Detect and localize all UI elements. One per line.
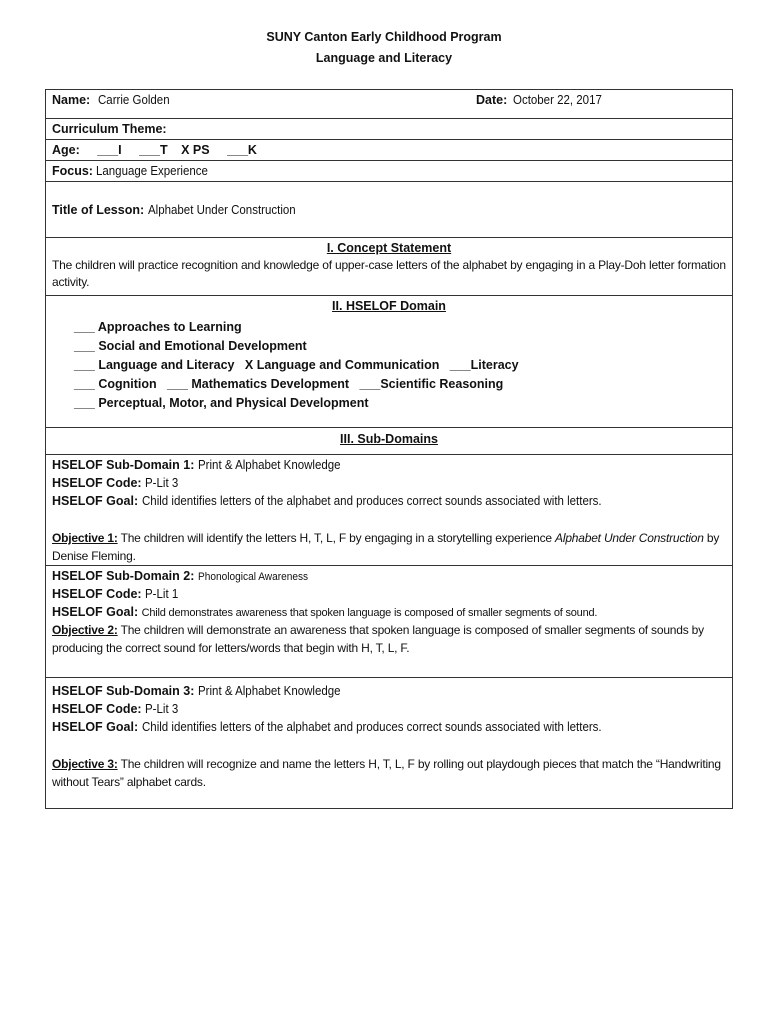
objective1-book-title: Alphabet Under Construction [555, 531, 704, 545]
sub2-label: HSELOF Sub-Domain 2: [52, 569, 195, 583]
concept-heading: I. Concept Statement [326, 241, 452, 255]
domain-cognition: ___ Cognition ___ Mathematics Development ___Scientific Reasoning [74, 377, 504, 391]
subdomains-heading-row [46, 428, 732, 455]
objective1-text: The children will identify the letters H, T, L, F by engaging in a storytelling experience [120, 531, 556, 545]
objective2-text: The children will demonstrate an awareness that spoken language is composed of smaller segments of sounds by producing the correct sound for letters/words that begin with H, T, L, F. [52, 623, 704, 655]
sub3-label: HSELOF Sub-Domain 3: [52, 684, 195, 698]
objective2-label: Objective 2: [52, 623, 118, 637]
age-row [46, 140, 732, 161]
theme-row [46, 119, 732, 140]
lesson-title-value: Alphabet Under Construction [147, 203, 296, 217]
concept-row [46, 239, 732, 296]
age-option-infant: ___I [97, 143, 122, 157]
goal1-label: HSELOF Goal: [52, 494, 139, 508]
goal2-label: HSELOF Goal: [52, 605, 139, 619]
objective3-label: Objective 3: [52, 757, 118, 771]
sub1-value: Print & Alphabet Knowledge [197, 458, 341, 472]
goal3-label: HSELOF Goal: [52, 720, 139, 734]
code1-value: P-Lit 3 [145, 476, 179, 490]
objective1-label: Objective 1: [52, 531, 118, 545]
code3-label: HSELOF Code: [52, 702, 142, 716]
objective3-text: The children will recognize and name the letters H, T, L, F by rolling out playdough pieces that match the “Handwriting without Tears” alphabet cards. [52, 757, 721, 789]
concept-text: The children will practice recognition and knowledge of upper-case letters of the alphabet by engaging in a Play-Doh letter formation activity. [52, 258, 726, 289]
subdomain-block-2 [46, 566, 732, 678]
code2-value: P-Lit 1 [145, 587, 179, 601]
domain-approaches: ___ Approaches to Learning [74, 320, 242, 334]
age-option-kindergarten: ___K [227, 143, 257, 157]
domain-row [46, 297, 732, 428]
code1-label: HSELOF Code: [52, 476, 142, 490]
document-subtitle: Language and Literacy [315, 51, 453, 65]
subdomain-block-3 [46, 678, 732, 808]
domain-heading: II. HSELOF Domain [332, 299, 446, 313]
sub3-value: Print & Alphabet Knowledge [197, 684, 341, 698]
date-label: Date: [476, 93, 508, 107]
objective1-tail: by Denise Fleming. [52, 531, 720, 563]
focus-row [46, 161, 732, 182]
focus-label: Focus: [52, 164, 93, 178]
subdomains-heading: III. Sub-Domains [340, 432, 438, 446]
age-option-toddler: ___T [139, 143, 168, 157]
title-row [46, 182, 732, 238]
goal3-value: Child identifies letters of the alphabet and produces correct sounds associated with letters. [141, 720, 602, 734]
domain-perceptual: ___ Perceptual, Motor, and Physical Development [74, 396, 369, 410]
lesson-title-label: Title of Lesson: [52, 203, 145, 217]
code2-label: HSELOF Code: [52, 587, 142, 601]
goal2-value: Child demonstrates awareness that spoken language is composed of smaller segments of sound. [141, 607, 598, 619]
goal1-value: Child identifies letters of the alphabet and produces correct sounds associated with letters. [141, 494, 602, 508]
lesson-plan-form [45, 89, 733, 809]
subdomain-block-1 [46, 455, 732, 566]
name-value: Carrie Golden [97, 93, 170, 107]
name-label: Name: [52, 93, 91, 107]
date-value: October 22, 2017 [512, 93, 602, 107]
sub1-label: HSELOF Sub-Domain 1: [52, 458, 195, 472]
focus-value: Language Experience [96, 164, 209, 178]
code3-value: P-Lit 3 [145, 702, 179, 716]
theme-label: Curriculum Theme: [52, 122, 167, 136]
document-title: SUNY Canton Early Childhood Program [266, 30, 502, 44]
sub2-value: Phonological Awareness [197, 571, 308, 583]
domain-social: ___ Social and Emotional Development [74, 339, 307, 353]
age-option-preschool: X PS [181, 143, 210, 157]
domain-language: ___ Language and Literacy X Language and Communication ___Literacy [74, 358, 519, 372]
age-label: Age: [52, 143, 80, 157]
name-date-row [46, 90, 732, 119]
